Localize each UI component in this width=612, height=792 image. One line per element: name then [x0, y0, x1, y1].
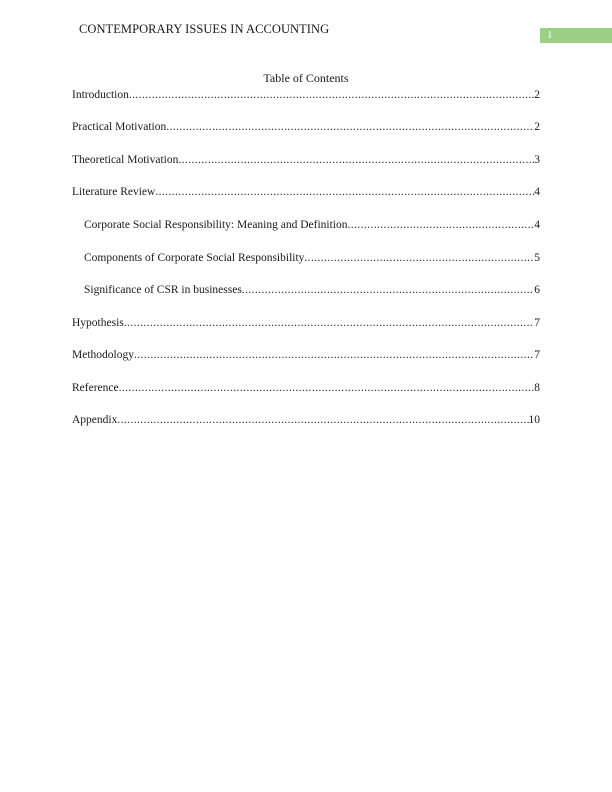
running-head: CONTEMPORARY ISSUES IN ACCOUNTING — [79, 22, 330, 36]
toc-entry-page: 4 — [534, 219, 540, 231]
dot-leader — [129, 87, 534, 103]
toc-entry-page: 4 — [534, 186, 540, 198]
toc-entry-methodology[interactable] — [72, 347, 540, 363]
dot-leader — [242, 282, 534, 298]
toc-entry-practical-motivation[interactable] — [72, 119, 540, 135]
toc-entry-page: 10 — [528, 414, 540, 426]
toc-entry-literature-review[interactable] — [72, 184, 540, 200]
toc-entry-label: Components of Corporate Social Responsibility — [84, 252, 305, 264]
dot-leader — [117, 412, 528, 428]
toc-entry-theoretical-motivation[interactable] — [72, 152, 540, 168]
toc-entry-hypothesis[interactable] — [72, 315, 540, 331]
toc-entry-label: Hypothesis — [72, 317, 124, 329]
toc-entry-introduction[interactable] — [72, 87, 540, 103]
toc-entry-label: Introduction — [72, 89, 129, 101]
dot-leader — [124, 315, 535, 331]
toc-entry-label: Reference — [72, 382, 119, 394]
dot-leader — [155, 184, 534, 200]
toc-entry-label: Methodology — [72, 349, 134, 361]
toc-entry-label: Theoretical Motivation — [72, 154, 179, 166]
toc-entry-page: 5 — [534, 252, 540, 264]
toc-entry-label: Practical Motivation — [72, 121, 167, 133]
toc-entry-reference[interactable] — [72, 380, 540, 396]
dot-leader — [178, 152, 534, 168]
toc-entry-label: Appendix — [72, 414, 118, 426]
dot-leader — [134, 347, 534, 363]
toc-entry-label: Literature Review — [72, 186, 156, 198]
dot-leader — [119, 380, 535, 396]
toc-entry-page: 8 — [534, 382, 540, 394]
dot-leader — [166, 119, 534, 135]
toc-entry-label: Significance of CSR in businesses — [84, 284, 242, 296]
dot-leader — [348, 217, 535, 233]
toc-entry-page: 7 — [534, 317, 540, 329]
toc-entry-page: 2 — [534, 89, 540, 101]
toc-entry-page: 3 — [534, 154, 540, 166]
toc-entry-page: 7 — [534, 349, 540, 361]
toc-entry-page: 6 — [534, 284, 540, 296]
toc-entry-page: 2 — [534, 121, 540, 133]
dot-leader — [304, 250, 534, 266]
page-number-badge: 1 — [540, 28, 612, 43]
toc-entry-appendix[interactable] — [72, 412, 540, 428]
toc-entry-label: Corporate Social Responsibility: Meaning and Definition — [84, 219, 348, 231]
toc-title: Table of Contents — [263, 71, 349, 85]
toc-entry-csr-components[interactable] — [84, 250, 540, 266]
toc-entry-csr-significance[interactable] — [84, 282, 540, 298]
toc-entry-csr-meaning-definition[interactable] — [84, 217, 540, 233]
